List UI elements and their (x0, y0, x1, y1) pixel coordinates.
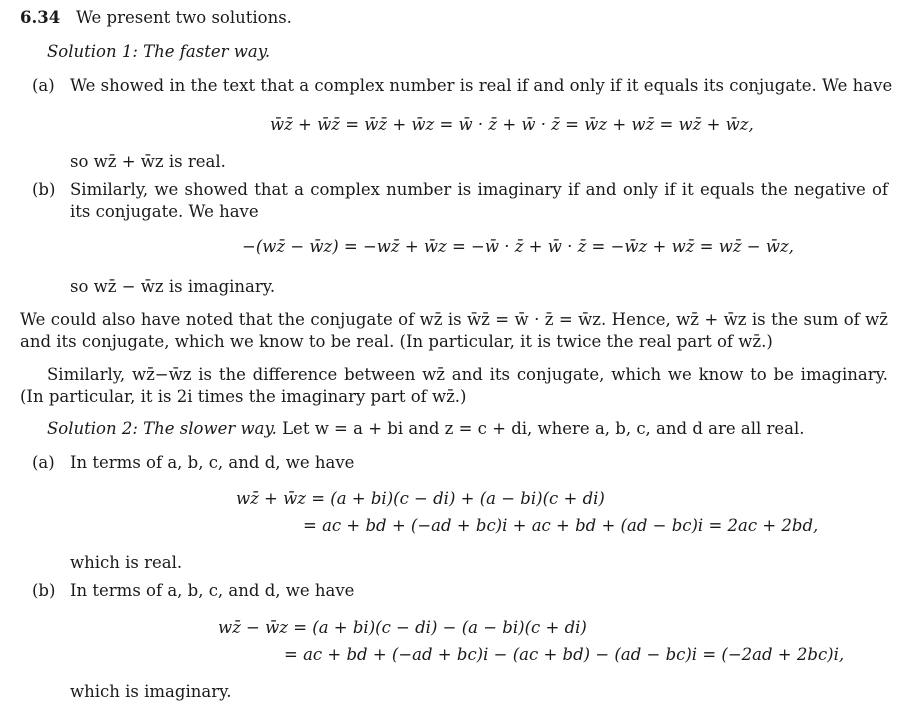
sol2-part-b-label: (b) (32, 581, 56, 600)
sol2-part-b-equation-line-2: = ac + bd + (−ad + bc)i − (ac + bd) − (ad − bc)i = (−2ad + 2bc)i, (284, 645, 845, 664)
sol2-part-a-label: (a) (32, 453, 55, 472)
solution2-heading-line (47, 418, 805, 440)
sol1-part-b-label: (b) (32, 180, 56, 199)
solution2-heading: Solution 2: The slower way. (47, 419, 277, 438)
sol2-part-a-equation-line-2: = ac + bd + (−ad + bc)i + ac + bd + (ad − bc)i = 2ac + 2bd, (303, 516, 819, 535)
sol2-part-b-equation-line-1: wz̄ − w̄z = (a + bi)(c − di) − (a − bi)(c + di) (218, 618, 587, 637)
sol1-part-a-conclusion: so wz̄ + w̄z is real. (70, 152, 226, 171)
sol1-part-b-text: Similarly, we showed that a complex number is imaginary if and only if it equals the negative of its conjugate. We have (70, 180, 888, 221)
sol2-part-a-text: In terms of a, b, c, and d, we have (70, 453, 355, 472)
solution1-heading: Solution 1: The faster way. (47, 42, 271, 61)
sol1-part-a-equation: w̄z̄ + w̄z̄ = w̄z̄ + w̄z = w̄ · z̄ + w̄ · z̄ = w̄z + wz̄ = wz̄ + w̄z, (270, 115, 754, 134)
sol2-part-a-equation-line-1: wz̄ + w̄z = (a + bi)(c − di) + (a − bi)(c + di) (236, 489, 605, 508)
sol1-part-a-label: (a) (32, 76, 55, 95)
sol1-part-b-equation: −(wz̄ − w̄z) = −wz̄ + w̄z = −w̄ · z̄ + w̄ · z̄ = −w̄z + wz̄ = wz̄ − w̄z, (242, 237, 794, 256)
solution1-note-2: Similarly, wz̄−w̄z is the difference between wz̄ and its conjugate, which we know to be imaginary. (In particular, it is 2i times the imaginary part of wz̄.) (20, 365, 888, 406)
sol1-part-a-text: We showed in the text that a complex number is real if and only if it equals its conjugate. We have (70, 76, 893, 95)
solution2-setup: Let w = a + bi and z = c + di, where a, b, c, and d are all real. (282, 419, 805, 438)
sol2-part-a-conclusion: which is real. (70, 553, 183, 572)
problem-number: 6.34 (20, 8, 61, 27)
sol2-part-b-conclusion: which is imaginary. (70, 682, 232, 701)
sol2-part-b-text: In terms of a, b, c, and d, we have (70, 581, 355, 600)
problem-header (20, 7, 292, 29)
solution1-note-1: We could also have noted that the conjugate of wz̄ is w̄z̄ = w̄ · z̄ = w̄z. Hence, wz̄ + w̄z is the sum of wz̄ and its conjugate, which we know to be real. (In particular, it is twice the real part of wz̄.) (20, 310, 888, 351)
sol1-part-b-conclusion: so wz̄ − w̄z is imaginary. (70, 277, 276, 296)
problem-intro: We present two solutions. (75, 8, 292, 27)
